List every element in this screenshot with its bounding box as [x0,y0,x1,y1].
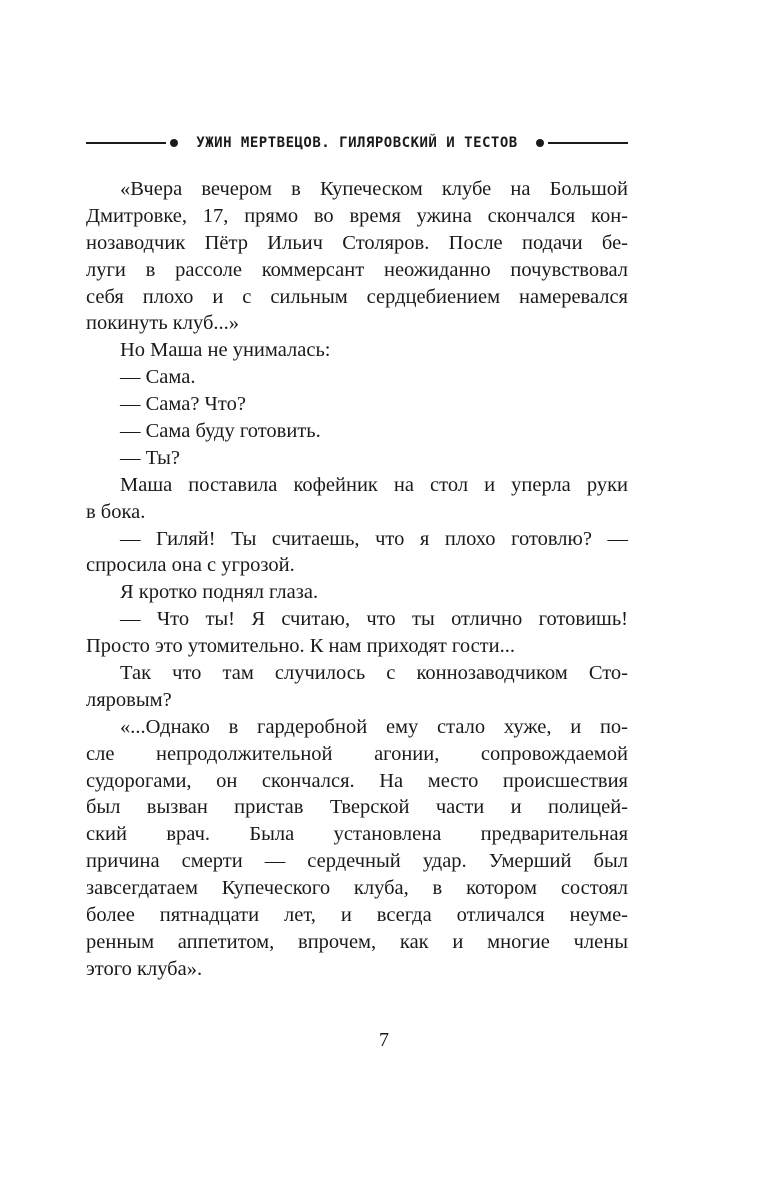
text-line: луги в рассоле коммерсант неожиданно почувствовал [86,258,628,281]
text-line: ский врач. Была установлена предварительная [86,823,628,846]
text-line: Дмитровке, 17, прямо во время ужина скончался кон- [86,204,628,227]
text-line: Так что там случилось с коннозаводчиком Сто- [120,662,628,685]
text-line: — Гиляй! Ты считаешь, что я плохо готовлю? — [120,527,628,550]
text-line: был вызван пристав Тверской части и полицей- [86,796,628,819]
text-line: покинуть клуб...» [86,312,240,335]
page-number: 7 [379,1029,389,1051]
text-line: «...Однако в гардеробной ему стало хуже, и по- [120,715,628,738]
header-bullet-left [170,139,178,147]
text-line: судорогами, он скончался. На место происшествия [86,769,628,792]
text-line: Я кротко поднял глаза. [120,581,319,604]
text-line: себя плохо и с сильным сердцебиением намеревался [86,285,628,308]
text-line: — Что ты! Я считаю, что ты отлично готовишь! [120,608,628,631]
running-title: УЖИН МЕРТВЕЦОВ. ГИЛЯРОВСКИЙ И ТЕСТОВ [196,135,518,151]
text-line: завсегдатаем Купеческого клуба, в котором состоял [86,877,628,900]
text-line: сле непродолжительной агонии, сопровождаемой [86,742,628,765]
text-line: более пятнадцати лет, и всегда отличался неуме- [86,904,628,927]
text-line: спросила она с угрозой. [86,554,295,577]
header-rule-left [86,142,166,144]
text-line: этого клуба». [86,957,203,980]
text-line: — Сама буду готовить. [120,420,321,443]
text-line: — Сама? Что? [120,393,246,416]
text-line: причина смерти — сердечный удар. Умерший был [86,850,628,873]
text-line: ренным аппетитом, впрочем, как и многие члены [86,930,628,953]
text-line: «Вчера вечером в Купеческом клубе на Большой [120,178,628,200]
header-rule-right [548,142,628,144]
text-line: Маша поставила кофейник на стол и уперла руки [120,473,628,496]
body-text [86,176,628,983]
running-head [86,131,628,155]
text-line: в бока. [86,500,146,523]
text-line: ляровым? [86,688,172,711]
text-line: нозаводчик Пётр Ильич Столяров. После подачи бе- [86,231,628,254]
text-line: Но Маша не унималась: [120,339,331,362]
text-line: — Ты? [120,446,180,469]
text-line: Просто это утомительно. К нам приходят гости... [86,635,515,658]
header-bullet-right [536,139,544,147]
text-line: — Сама. [120,366,196,389]
